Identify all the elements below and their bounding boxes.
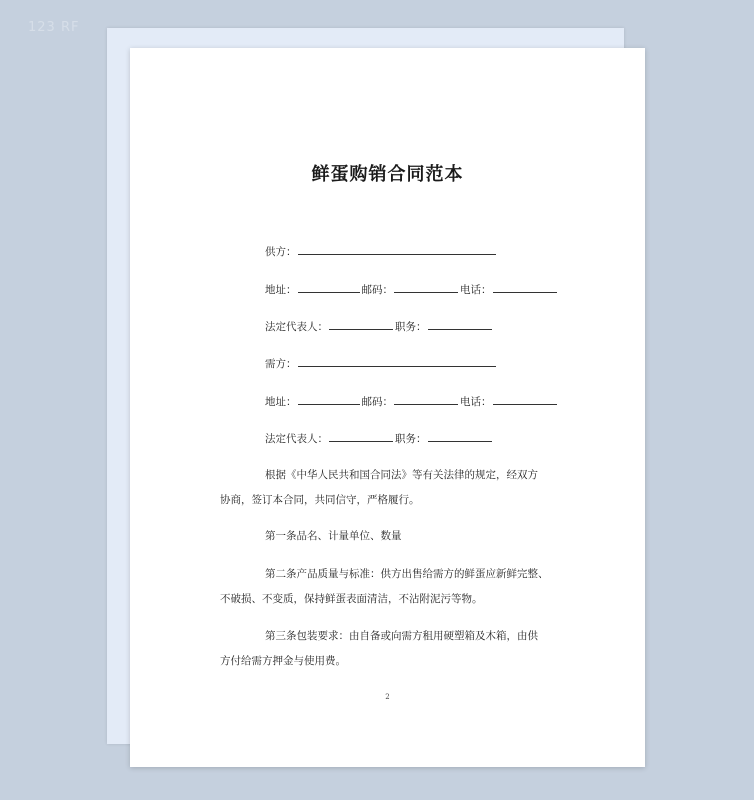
article-3 — [220, 629, 556, 668]
phone-blank — [493, 282, 557, 293]
buyer-legal-rep-line — [265, 431, 494, 446]
position-label: 职务： — [395, 433, 427, 445]
legal-rep-blank — [329, 319, 393, 330]
article-2 — [220, 567, 556, 606]
supplier-label: 供方： — [265, 246, 297, 258]
supplier-line — [265, 244, 498, 259]
address-blank — [298, 394, 360, 405]
page-number: 2 — [385, 693, 390, 701]
address-label: 地址： — [265, 284, 297, 296]
article-1 — [220, 529, 556, 543]
document-title: 鲜蛋购销合同范本 — [311, 164, 464, 185]
position-blank — [428, 319, 492, 330]
legal-rep-label: 法定代表人： — [265, 433, 328, 445]
postcode-label: 邮码： — [361, 284, 393, 296]
postcode-blank — [394, 282, 458, 293]
postcode-label: 邮码： — [361, 396, 393, 408]
preamble-line-2: 协商，签订本合同，共同信守，严格履行。 — [220, 494, 420, 506]
address-blank — [298, 282, 360, 293]
buyer-line — [265, 356, 498, 371]
position-blank — [428, 431, 492, 442]
phone-label: 电话： — [460, 284, 492, 296]
document-page — [130, 48, 645, 767]
article-1-text: 第一条品名、计量单位、数量 — [265, 530, 402, 542]
buyer-blank — [298, 356, 496, 367]
preamble-line-1: 根据《中华人民共和国合同法》等有关法律的规定，经双方 — [265, 469, 538, 481]
buyer-label: 需方： — [265, 358, 297, 370]
article-2-line-1: 第二条产品质量与标准：供方出售给需方的鲜蛋应新鲜完整、 — [265, 568, 549, 580]
legal-rep-blank — [329, 431, 393, 442]
article-2-line-2: 不破损、不变质，保持鲜蛋表面清洁，不沾附泥污等物。 — [220, 593, 483, 605]
article-3-line-2: 方付给需方押金与使用费。 — [220, 655, 346, 667]
supplier-legal-rep-line — [265, 319, 494, 334]
supplier-blank — [298, 244, 496, 255]
supplier-address-line — [265, 282, 559, 297]
watermark: 123 RF — [28, 20, 80, 35]
article-3-line-1: 第三条包装要求：由自备或向需方租用硬塑箱及木箱，由供 — [265, 630, 538, 642]
legal-rep-label: 法定代表人： — [265, 321, 328, 333]
phone-blank — [493, 394, 557, 405]
preamble-paragraph — [220, 468, 556, 507]
phone-label: 电话： — [460, 396, 492, 408]
position-label: 职务： — [395, 321, 427, 333]
postcode-blank — [394, 394, 458, 405]
buyer-address-line — [265, 394, 559, 409]
address-label: 地址： — [265, 396, 297, 408]
